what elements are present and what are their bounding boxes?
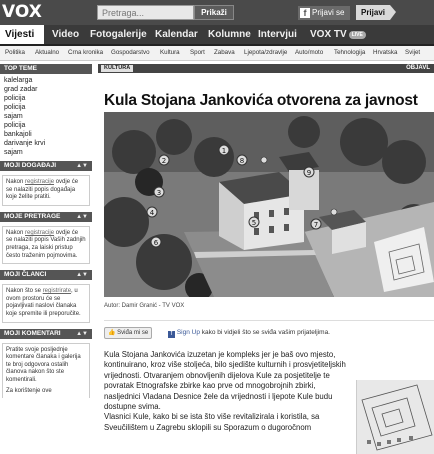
subnav-item-svijet[interactable]: Svijet [405, 49, 421, 56]
nav-item-fotogalerije[interactable]: Fotogalerije [90, 29, 147, 40]
moji-komentari-box [2, 343, 90, 399]
nav-item-video[interactable]: Video [52, 29, 80, 40]
subnav-item-politika[interactable]: Politika [5, 49, 25, 56]
subnav-item-crna-kronika[interactable]: Crna kronika [68, 49, 104, 56]
site-plan-graphic [357, 380, 434, 454]
svg-text:3: 3 [156, 189, 162, 197]
aerial-photo-graphic [104, 112, 434, 297]
article-photo[interactable] [104, 112, 434, 297]
topic-link[interactable]: sajam [4, 113, 23, 120]
site-logo[interactable]: VOX [2, 2, 42, 22]
top-teme-header [0, 64, 92, 74]
svg-text:6: 6 [153, 239, 159, 247]
nav-item-vox-tv-label: VOX TV [310, 29, 347, 40]
svg-text:7: 7 [313, 221, 319, 229]
top-bar [0, 0, 434, 25]
registration-link[interactable]: registracije [25, 229, 55, 236]
facebook-icon: f [300, 8, 310, 18]
thumbs-up-icon: 👍 [108, 330, 116, 336]
topic-link[interactable]: kalelarga [4, 77, 33, 84]
search-input[interactable]: Pretraga... [97, 5, 194, 20]
moje-pretrage-title: MOJE PRETRAGE [4, 212, 61, 220]
subnav-item-hrvatska[interactable]: Hrvatska [373, 49, 398, 56]
registration-link[interactable]: registracije [25, 179, 55, 185]
nav-item-vijesti[interactable]: Vijesti [0, 25, 44, 44]
subnav-item-gospodarstvo[interactable]: Gospodarstvo [111, 49, 150, 56]
svg-text:8: 8 [239, 157, 245, 165]
register-button-arrow [390, 5, 396, 20]
box-text: Pratite svoje posljednje komentare članaka i galerija te broj odgovora ostalih članova nakon što ste komentirali. [6, 346, 81, 383]
subnav-item-ljepota-zdravlje[interactable]: Ljepota/zdravlje [244, 49, 288, 56]
moji-dogadaji-header[interactable] [0, 161, 92, 171]
registration-link[interactable]: registrirate [42, 288, 72, 295]
subnav-item-sport[interactable]: Sport [190, 49, 205, 56]
published-label: OBJAVL [406, 65, 430, 71]
collapse-arrows-icon[interactable]: ▲▼ [76, 272, 88, 279]
box-text: , u ovom prostoru će se pojavljivati naslovi članaka koje spremite ili preporučite. [6, 288, 81, 317]
main-nav [0, 25, 434, 46]
sub-nav [0, 46, 434, 61]
subnav-item-aktualno[interactable]: Aktualno [35, 49, 60, 56]
svg-text:1: 1 [221, 147, 227, 155]
moji-komentari-title: MOJI KOMENTARI [4, 329, 61, 337]
article-paragraph: Vlasnici Kule, kako bi se ista što više revitalizirala i koristila, sa Sveučilištem u Zagrebu sklopili su Sporazum o dugoročnom [104, 412, 320, 432]
topic-link[interactable]: policija [4, 104, 26, 111]
topic-link[interactable]: darivanje krvi [4, 140, 46, 147]
subnav-item-tehnologija[interactable]: Tehnologija [334, 49, 366, 56]
article-title: Kula Stojana Jankovića otvorena za javnost [104, 92, 418, 109]
search-button[interactable]: Prikaži [194, 5, 234, 20]
facebook-small-icon: f [168, 331, 175, 338]
facebook-login-button[interactable] [298, 6, 350, 20]
moji-clanci-box [2, 284, 90, 322]
moji-clanci-title: MOJI ČLANCI [4, 271, 47, 279]
box-text: Nakon [6, 229, 26, 236]
facebook-like-button[interactable] [104, 327, 152, 339]
sidebar [0, 64, 92, 454]
moje-pretrage-box [2, 226, 90, 264]
top-teme-list [0, 74, 92, 157]
topic-link[interactable]: policija [4, 122, 26, 129]
moji-dogadaji-title: MOJI DOGAĐAJI [4, 162, 57, 169]
topic-link[interactable]: grad zadar [4, 86, 38, 93]
signup-text: kako bi vidjeli što se sviđa vašim prijateljima. [199, 329, 330, 336]
site-plan-thumbnail[interactable] [356, 380, 434, 454]
subnav-item-kultura[interactable]: Kultura [160, 49, 180, 56]
live-badge: LIVE [349, 31, 366, 39]
photo-credit: Autor: Damir Granić - TV VOX [104, 303, 185, 309]
subnav-item-auto-moto[interactable]: Auto/moto [295, 49, 324, 56]
signup-link[interactable]: Sign Up [176, 329, 200, 336]
box-text: ovdje će se nalaziti popis Vaših zadnjih pretraga, za laiski pristup često traženim pojmovima. [6, 229, 86, 259]
category-tag[interactable]: KULTURA [101, 65, 133, 72]
svg-text:5: 5 [251, 219, 257, 227]
topic-link[interactable]: bankajoli [4, 131, 32, 138]
divider [104, 320, 434, 321]
collapse-arrows-icon[interactable]: ▲▼ [76, 330, 88, 337]
nav-item-vox-tv[interactable] [310, 25, 366, 44]
svg-text:4: 4 [149, 209, 155, 217]
collapse-arrows-icon[interactable]: ▲▼ [76, 213, 88, 220]
box-text: Nakon što se [6, 288, 43, 295]
like-label: Sviđa mi se [117, 330, 149, 336]
facebook-login-label: Prijavi se [312, 8, 345, 17]
category-bar [98, 64, 434, 73]
collapse-arrows-icon[interactable]: ▲▼ [76, 163, 88, 169]
box-text: ovdje će se nalaziti popis događaja koje želite pratiti. [6, 179, 79, 201]
article-body [104, 350, 350, 433]
moji-komentari-header[interactable] [0, 329, 92, 339]
register-button[interactable]: Prijavi [356, 5, 390, 20]
svg-text:9: 9 [306, 169, 312, 177]
nav-item-kolumne[interactable]: Kolumne [208, 29, 251, 40]
subnav-item-zabava[interactable]: Zabava [214, 49, 235, 56]
topic-link[interactable]: sajam [4, 149, 23, 156]
facebook-signup-text [168, 328, 330, 338]
box-text: Nakon [6, 179, 26, 185]
article-content [98, 64, 434, 454]
nav-item-kalendar[interactable]: Kalendar [155, 29, 198, 40]
moje-pretrage-header[interactable] [0, 212, 92, 222]
nav-item-intervjui[interactable]: Intervjui [258, 29, 297, 40]
article-paragraph: Kula Stojana Jankovića izuzetan je kompleks jer je baš ovo mjesto, kontinuirano, kroz više stoljeća, bilo sjedište kulturnih i prosvjetiteljskih vrijednosti. Otvaranjem obnovljenih dijelova Kule za posjetitelje te povratak Etnografske zbirke kao prve od mnogobrojnih zbirki, nasljednici Vladana Desnice žele da vrijednosti i ljepote Kule budu dostupne svima. [104, 350, 346, 412]
box-text: Za korištenje ove [6, 387, 52, 394]
svg-text:2: 2 [161, 157, 167, 165]
moji-clanci-header[interactable] [0, 270, 92, 280]
moji-dogadaji-box [2, 175, 90, 206]
topic-link[interactable]: policija [4, 95, 26, 102]
top-teme-title: TOP TEME [4, 65, 37, 72]
